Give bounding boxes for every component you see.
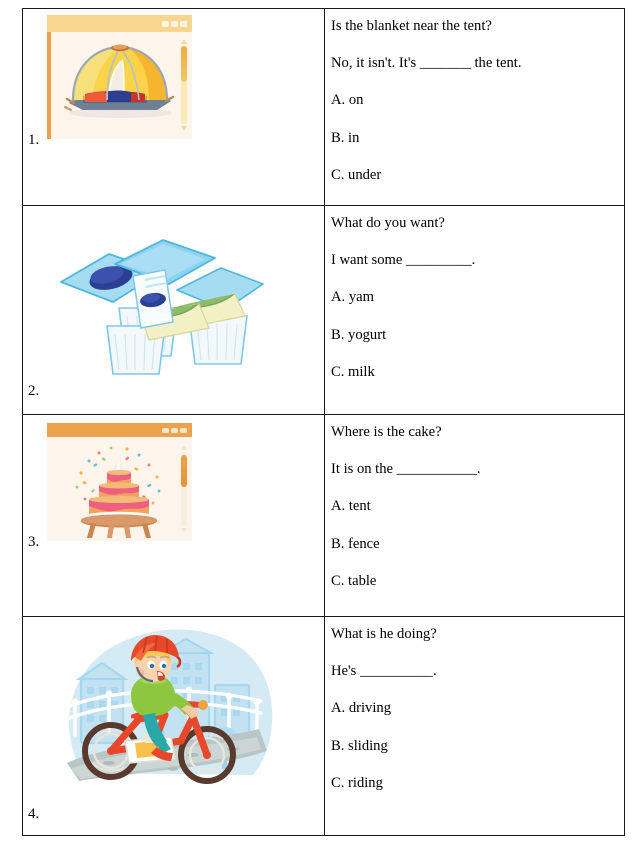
scrollbar-thumb[interactable] <box>181 46 187 82</box>
window-titlebar[interactable] <box>47 15 192 32</box>
question-3-sentence: It is on the ___________. <box>331 461 481 478</box>
scroll-down-arrow-icon[interactable] <box>181 126 187 131</box>
window-close-button[interactable] <box>180 428 187 433</box>
question-4-picture-cell <box>23 617 325 836</box>
window-titlebar[interactable] <box>47 423 192 437</box>
question-4-text-cell <box>325 617 625 836</box>
question-1-prompt: Is the blanket near the tent? <box>331 18 492 34</box>
window-scrollbar[interactable] <box>180 445 187 533</box>
scrollbar-thumb[interactable] <box>181 455 187 486</box>
question-2-picture-cell <box>23 206 325 415</box>
question-2-text-cell <box>325 206 625 415</box>
question-number-1: 1. <box>28 132 40 148</box>
table-row <box>23 617 625 836</box>
window-minimize-button[interactable] <box>162 21 169 27</box>
tent-artwork <box>61 37 179 123</box>
question-2-prompt: What do you want? <box>331 215 445 231</box>
question-1-picture-cell <box>23 9 325 206</box>
question-2-option-a[interactable]: A. yam <box>331 289 374 306</box>
scroll-down-arrow-icon[interactable] <box>181 528 187 533</box>
table-row <box>23 206 625 415</box>
window-close-button[interactable] <box>180 21 187 27</box>
question-4-sentence: He's __________. <box>331 663 437 680</box>
question-2-option-c[interactable]: C. milk <box>331 363 375 380</box>
question-4-option-c[interactable]: C. riding <box>331 774 383 791</box>
question-3-prompt: Where is the cake? <box>331 424 442 440</box>
scroll-up-arrow-icon[interactable] <box>181 39 187 44</box>
question-3-picture-cell <box>23 415 325 617</box>
question-number-3: 3. <box>28 534 40 550</box>
tent-window-frame <box>47 15 192 139</box>
window-scrollbar[interactable] <box>180 39 187 131</box>
question-2-sentence: I want some _________. <box>331 252 476 269</box>
scrollbar-track[interactable] <box>181 46 187 124</box>
question-1-option-a[interactable]: A. on <box>331 92 364 109</box>
question-number-4: 4. <box>28 806 40 822</box>
question-3-option-a[interactable]: A. tent <box>331 498 371 515</box>
question-2-option-b[interactable]: B. yogurt <box>331 326 387 343</box>
question-1-text-cell <box>325 9 625 206</box>
question-3-option-b[interactable]: B. fence <box>331 535 380 552</box>
question-4-prompt: What is he doing? <box>331 626 437 642</box>
cake-window-frame <box>47 423 192 541</box>
question-4-option-b[interactable]: B. sliding <box>331 737 388 754</box>
window-maximize-button[interactable] <box>171 428 178 433</box>
table-row <box>23 415 625 617</box>
yogurt-artwork <box>49 230 269 380</box>
question-3-text-cell <box>325 415 625 617</box>
question-number-2: 2. <box>28 383 40 399</box>
question-4-option-a[interactable]: A. driving <box>331 700 391 717</box>
question-1-option-c[interactable]: C. under <box>331 166 382 183</box>
window-maximize-button[interactable] <box>171 21 178 27</box>
cake-artwork <box>69 443 169 539</box>
scrollbar-track[interactable] <box>181 452 187 526</box>
bike-artwork <box>53 623 285 803</box>
question-3-option-c[interactable]: C. table <box>331 572 377 589</box>
question-1-option-b[interactable]: B. in <box>331 129 360 146</box>
table-row <box>23 9 625 206</box>
worksheet-table <box>22 8 625 836</box>
window-minimize-button[interactable] <box>162 428 169 433</box>
question-1-sentence: No, it isn't. It's _______ the tent. <box>331 55 522 72</box>
scroll-up-arrow-icon[interactable] <box>181 445 187 450</box>
